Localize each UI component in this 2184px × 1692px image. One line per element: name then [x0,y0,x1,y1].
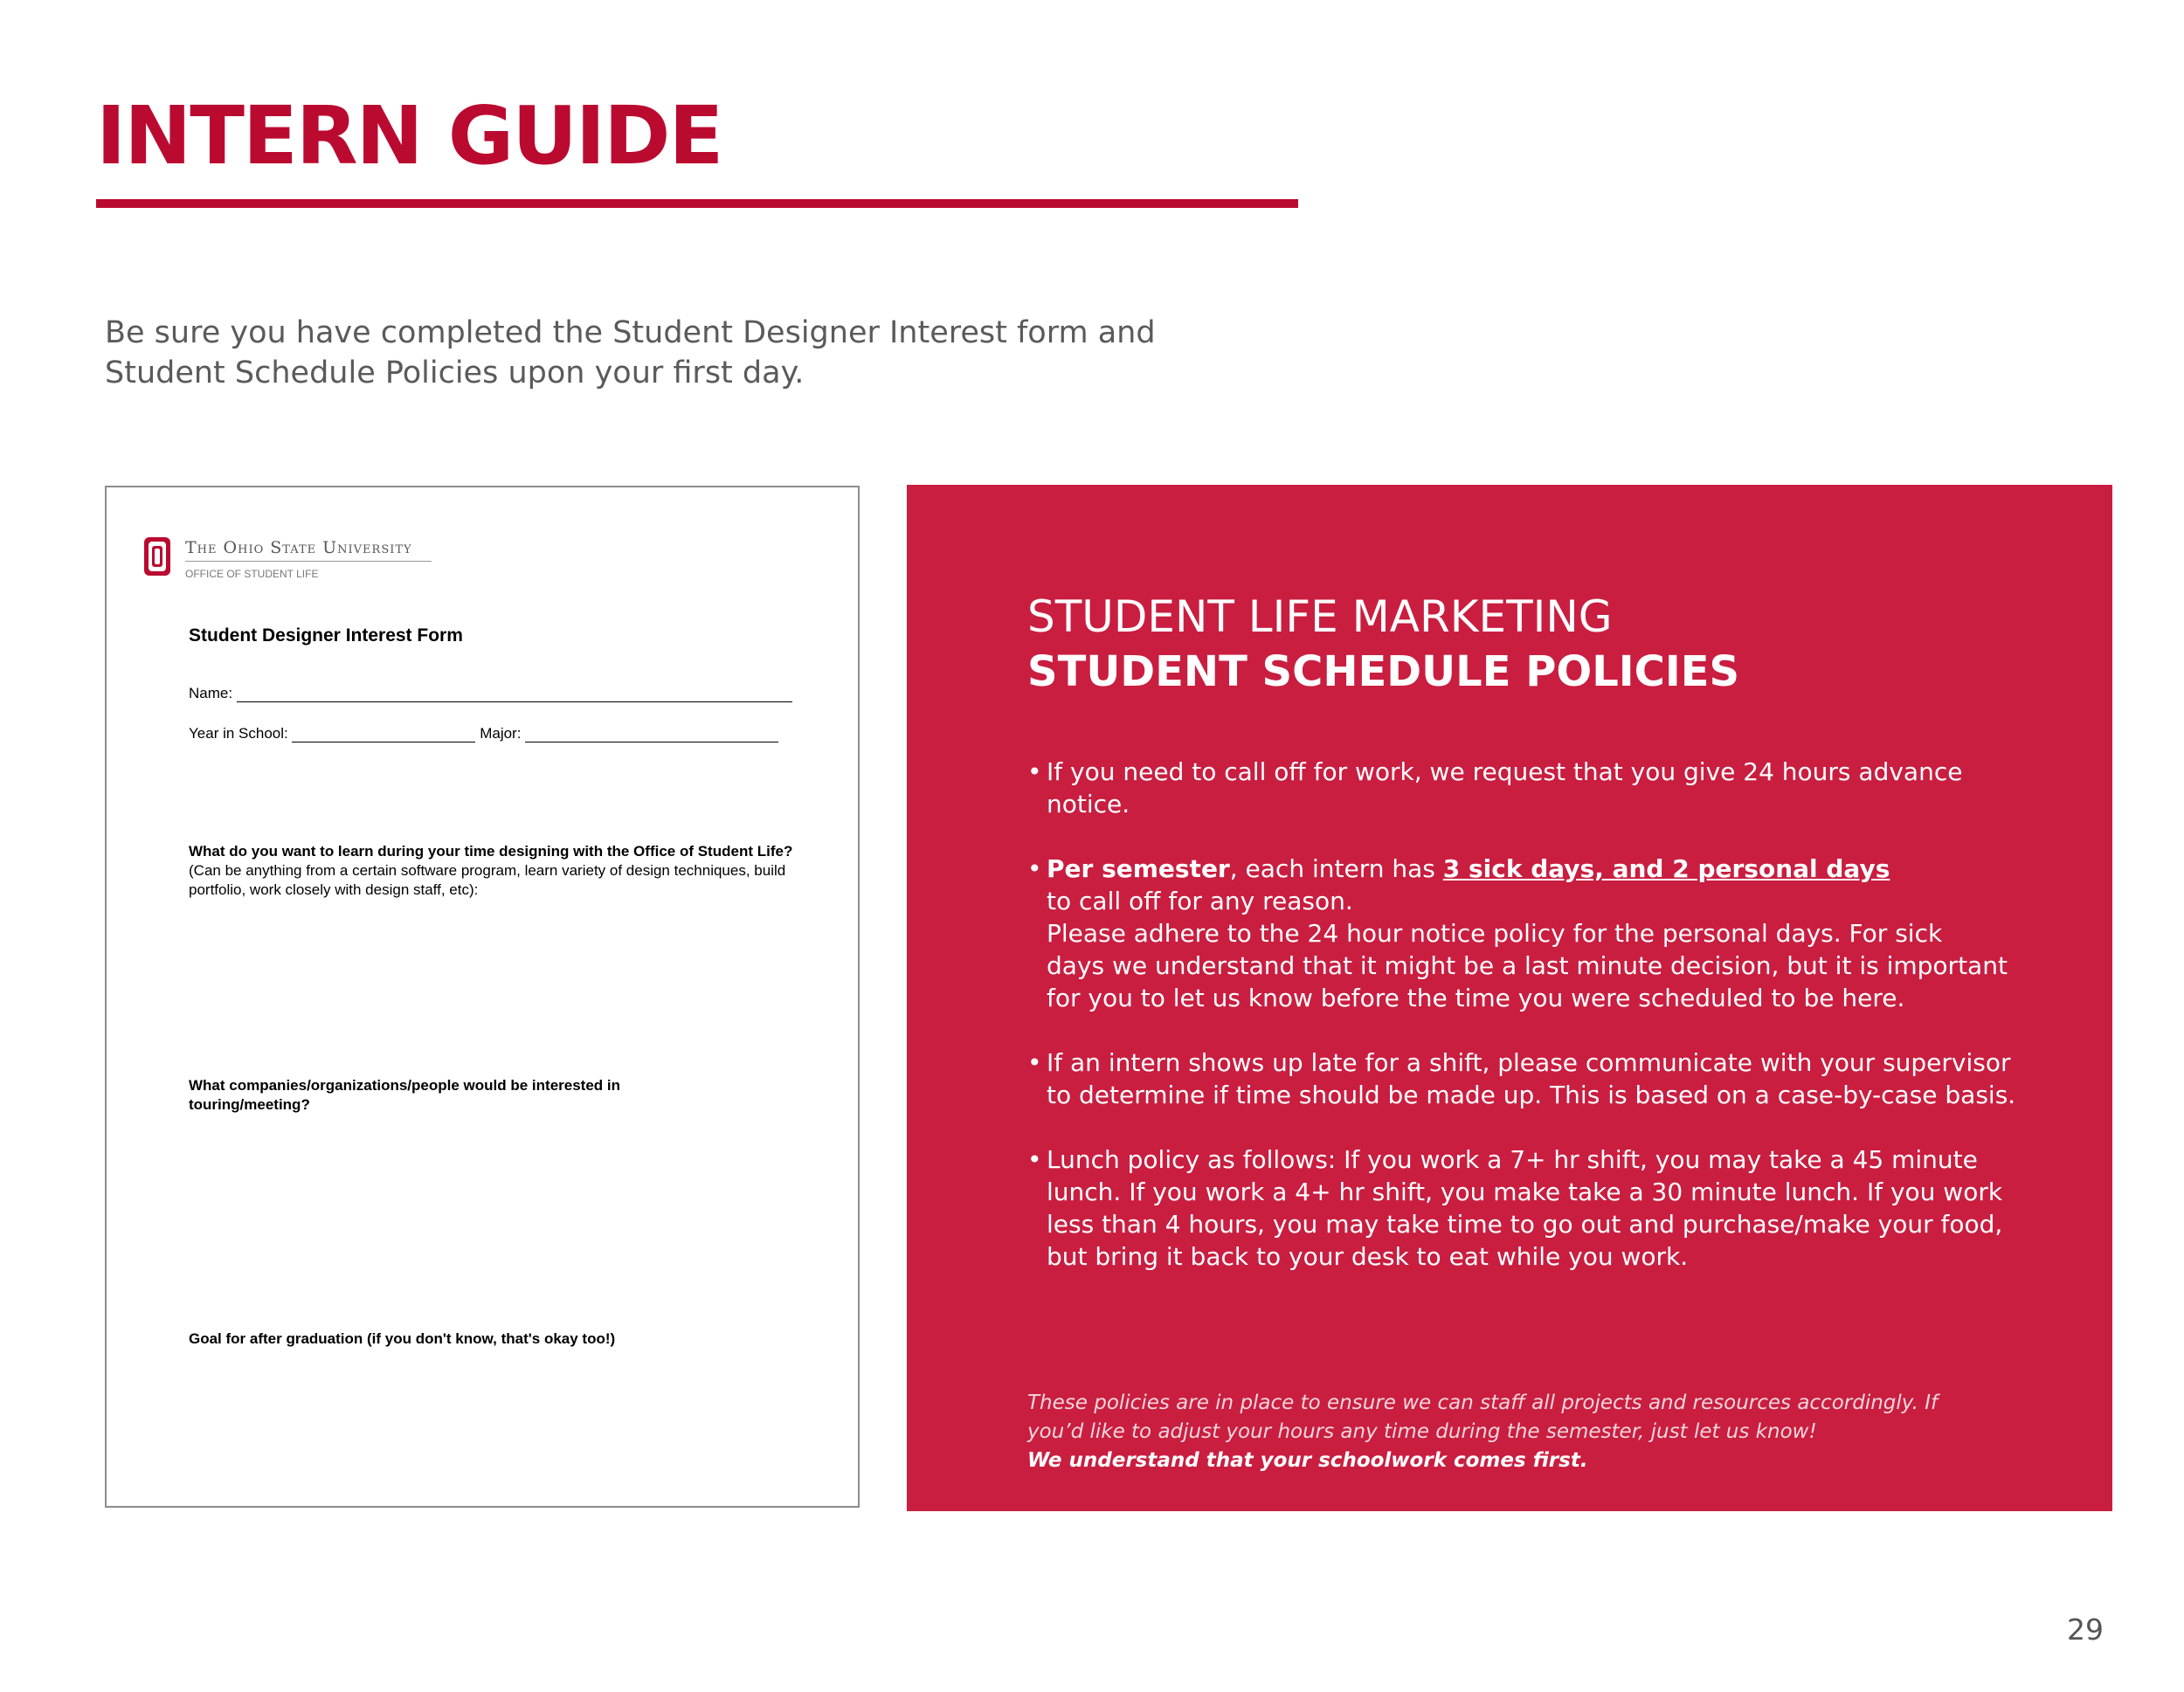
panel-title: STUDENT SCHEDULE POLICIES [1027,647,1740,696]
per-semester-label: Per semester [1047,854,1230,883]
question-learn-bold: What do you want to learn during your time designing with the Office of Student Life? [189,843,793,860]
bullet: • [1027,757,1042,786]
panel-footer-note [1027,1389,2076,1475]
intro-text [105,313,1241,393]
university-name: The Ohio State University [185,538,412,557]
bullet: • [1027,854,1042,883]
year-major-line [189,725,778,742]
bullet: • [1027,1048,1042,1077]
bullet: • [1027,1145,1042,1174]
year-blank [292,726,475,742]
policy-lunch [1027,1143,2076,1273]
policy-line: for you to let us know before the time you were scheduled to be here. [1047,984,1905,1012]
policy-line: but bring it back to your desk to eat while you work. [1047,1242,1689,1271]
policy-line: If you need to call off for work, we request that you give 24 hours advance [1047,757,1963,786]
days-allowance: 3 sick days, and 2 personal days [1442,854,1890,883]
intro-line-1: Be sure you have completed the Student Designer Interest form and [105,315,1156,350]
policy-line: days we understand that it might be a last minute decision, but it is important [1047,951,2008,980]
name-blank [237,686,792,702]
major-blank [525,726,778,742]
office-name: OFFICE OF STUDENT LIFE [185,568,319,580]
footer-line: you’d like to adjust your hours any time during the semester, just let us know! [1027,1420,1817,1443]
policy-call-off [1027,756,2076,820]
policy-line: notice. [1047,790,1130,818]
policy-list [1027,756,2076,1305]
intro-line-2: Student Schedule Policies upon your first day. [105,356,805,390]
policy-late-shift [1027,1046,2076,1111]
policy-line: Lunch policy as follows: If you work a 7+ hr shift, you may take a 45 minute [1047,1145,1978,1174]
question-learn [189,842,800,900]
title-rule [96,199,1298,208]
page-number: 29 [2067,1613,2104,1647]
block-o-icon [143,536,171,577]
year-label: Year in School: [189,725,288,742]
policy-line: to call off for any reason. [1047,887,1353,915]
name-line [189,685,792,702]
policy-line: lunch. If you work a 4+ hr shift, you make take a 30 minute lunch. If you work [1047,1177,2003,1206]
policy-line: If an intern shows up late for a shift, please communicate with your supervisor [1047,1048,2011,1077]
policy-line: less than 4 hours, you may take time to go out and purchase/make your food, [1047,1210,2003,1239]
question-goal: Goal for after graduation (if you don't know, that's okay too!) [189,1330,616,1347]
footer-emphasis: We understand that your schoolwork comes first. [1027,1449,1588,1472]
page-title: INTERN GUIDE [96,89,722,183]
question-companies: What companies/organizations/people would be interested in touring/meeting? [189,1077,621,1113]
policy-line: to determine if time should be made up. This is based on a case-by-case basis. [1047,1081,2016,1109]
major-label: Major: [480,725,522,742]
policy-sick-days [1027,853,2076,1014]
schedule-policies-panel [907,485,2112,1511]
policy-line [1047,853,2076,885]
policy-line: Please adhere to the 24 hour notice policy for the personal days. For sick [1047,919,1943,948]
logo-divider [185,561,432,562]
name-label: Name: [189,685,233,701]
osu-logo [143,536,440,589]
interest-form-image [105,486,860,1508]
policy-text: , each intern has [1229,854,1443,883]
form-heading: Student Designer Interest Form [189,625,463,646]
question-learn-text: (Can be anything from a certain software program, learn variety of design techniques, build portfolio, work closely with design staff, etc): [189,862,786,898]
panel-subtitle: STUDENT LIFE MARKETING [1027,591,1613,642]
footer-line: These policies are in place to ensure we can staff all projects and resources accordingly. If [1027,1392,1939,1414]
